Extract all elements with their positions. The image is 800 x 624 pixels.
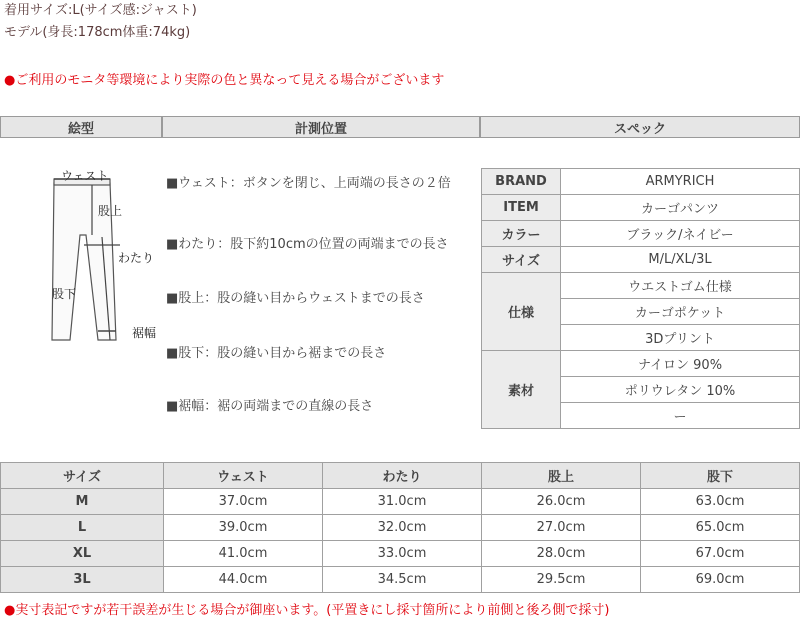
diagram-label-rise: 股上 xyxy=(98,204,123,218)
spec-value: ウエストゴム仕様 xyxy=(561,273,800,299)
cell-inseam: 65.0cm xyxy=(641,515,800,541)
diagram-label-inseam: 股下 xyxy=(52,287,77,301)
cell-inseam: 67.0cm xyxy=(641,541,800,567)
spec-row-size xyxy=(482,247,800,273)
cell-thigh: 31.0cm xyxy=(323,489,482,515)
measure-thigh: ■わたり：股下約10cmの位置の両端までの長さ xyxy=(166,237,449,252)
size-label: 3L xyxy=(1,567,164,593)
measure-waist: ■ウェスト：ボタンを閉じ、上両端の長さの２倍 xyxy=(166,176,451,191)
size-table xyxy=(0,462,800,593)
cell-thigh: 34.5cm xyxy=(323,567,482,593)
size-label: L xyxy=(1,515,164,541)
cell-inseam: 63.0cm xyxy=(641,489,800,515)
spec-value: M/L/XL/3L xyxy=(561,247,800,273)
measure-inseam: ■股下：股の縫い目から裾までの長さ xyxy=(166,346,387,361)
spec-key: BRAND xyxy=(482,169,561,195)
spec-value: ー xyxy=(561,403,800,429)
color-notice: ●ご利用のモニタ等環境により実際の色と異なって見える場合がございます xyxy=(4,73,445,88)
spec-value: ARMYRICH xyxy=(561,169,800,195)
cell-rise: 27.0cm xyxy=(482,515,641,541)
spec-value: カーゴパンツ xyxy=(561,195,800,221)
spec-row-color xyxy=(482,221,800,247)
spec-row-material xyxy=(482,351,800,377)
footer-notice: ●実寸表記ですが若干誤差が生じる場合が御座います。(平置きにし採寸箇所により前側と後ろ側で採寸) xyxy=(4,603,610,618)
header-spec: スペック xyxy=(480,116,800,138)
spec-value: 3Dプリント xyxy=(561,325,800,351)
cell-waist: 37.0cm xyxy=(164,489,323,515)
header-figure: 絵型 xyxy=(0,116,162,138)
spec-key: カラー xyxy=(482,221,561,247)
spec-value: ポリウレタン 10% xyxy=(561,377,800,403)
size-label: M xyxy=(1,489,164,515)
table-row xyxy=(1,567,800,593)
size-label: XL xyxy=(1,541,164,567)
cell-rise: 28.0cm xyxy=(482,541,641,567)
col-thigh: わたり xyxy=(323,463,482,489)
cell-thigh: 32.0cm xyxy=(323,515,482,541)
spec-key: 素材 xyxy=(482,351,561,429)
model-info-text: モデル(身長:178cm体重:74kg) xyxy=(4,25,191,40)
section-header-row xyxy=(0,116,800,140)
diagram-label-hem: 裾幅 xyxy=(132,326,157,340)
cell-rise: 29.5cm xyxy=(482,567,641,593)
wear-size-text: 着用サイズ:L(サイズ感:ジャスト) xyxy=(4,3,197,18)
table-row xyxy=(1,515,800,541)
spec-value: カーゴポケット xyxy=(561,299,800,325)
cell-rise: 26.0cm xyxy=(482,489,641,515)
diagram-label-thigh: わたり xyxy=(118,251,155,265)
col-rise: 股上 xyxy=(482,463,641,489)
cell-thigh: 33.0cm xyxy=(323,541,482,567)
table-row xyxy=(1,489,800,515)
cell-waist: 44.0cm xyxy=(164,567,323,593)
spec-table xyxy=(481,168,800,429)
table-row xyxy=(1,541,800,567)
size-table-header xyxy=(1,463,800,489)
col-inseam: 股下 xyxy=(641,463,800,489)
spec-row-spec xyxy=(482,273,800,299)
col-size: サイズ xyxy=(1,463,164,489)
spec-row-item xyxy=(482,195,800,221)
spec-key: 仕様 xyxy=(482,273,561,351)
measure-hem: ■裾幅：裾の両端までの直線の長さ xyxy=(166,399,374,414)
cell-waist: 39.0cm xyxy=(164,515,323,541)
cell-inseam: 69.0cm xyxy=(641,567,800,593)
spec-key: ITEM xyxy=(482,195,561,221)
diagram-label-waist: ウェスト xyxy=(61,169,109,183)
cell-waist: 41.0cm xyxy=(164,541,323,567)
col-waist: ウェスト xyxy=(164,463,323,489)
spec-key: サイズ xyxy=(482,247,561,273)
spec-value: ブラック/ネイビー xyxy=(561,221,800,247)
header-measure: 計測位置 xyxy=(162,116,480,138)
spec-value: ナイロン 90% xyxy=(561,351,800,377)
spec-row-brand xyxy=(482,169,800,195)
measure-rise: ■股上：股の縫い目からウェストまでの長さ xyxy=(166,291,425,306)
